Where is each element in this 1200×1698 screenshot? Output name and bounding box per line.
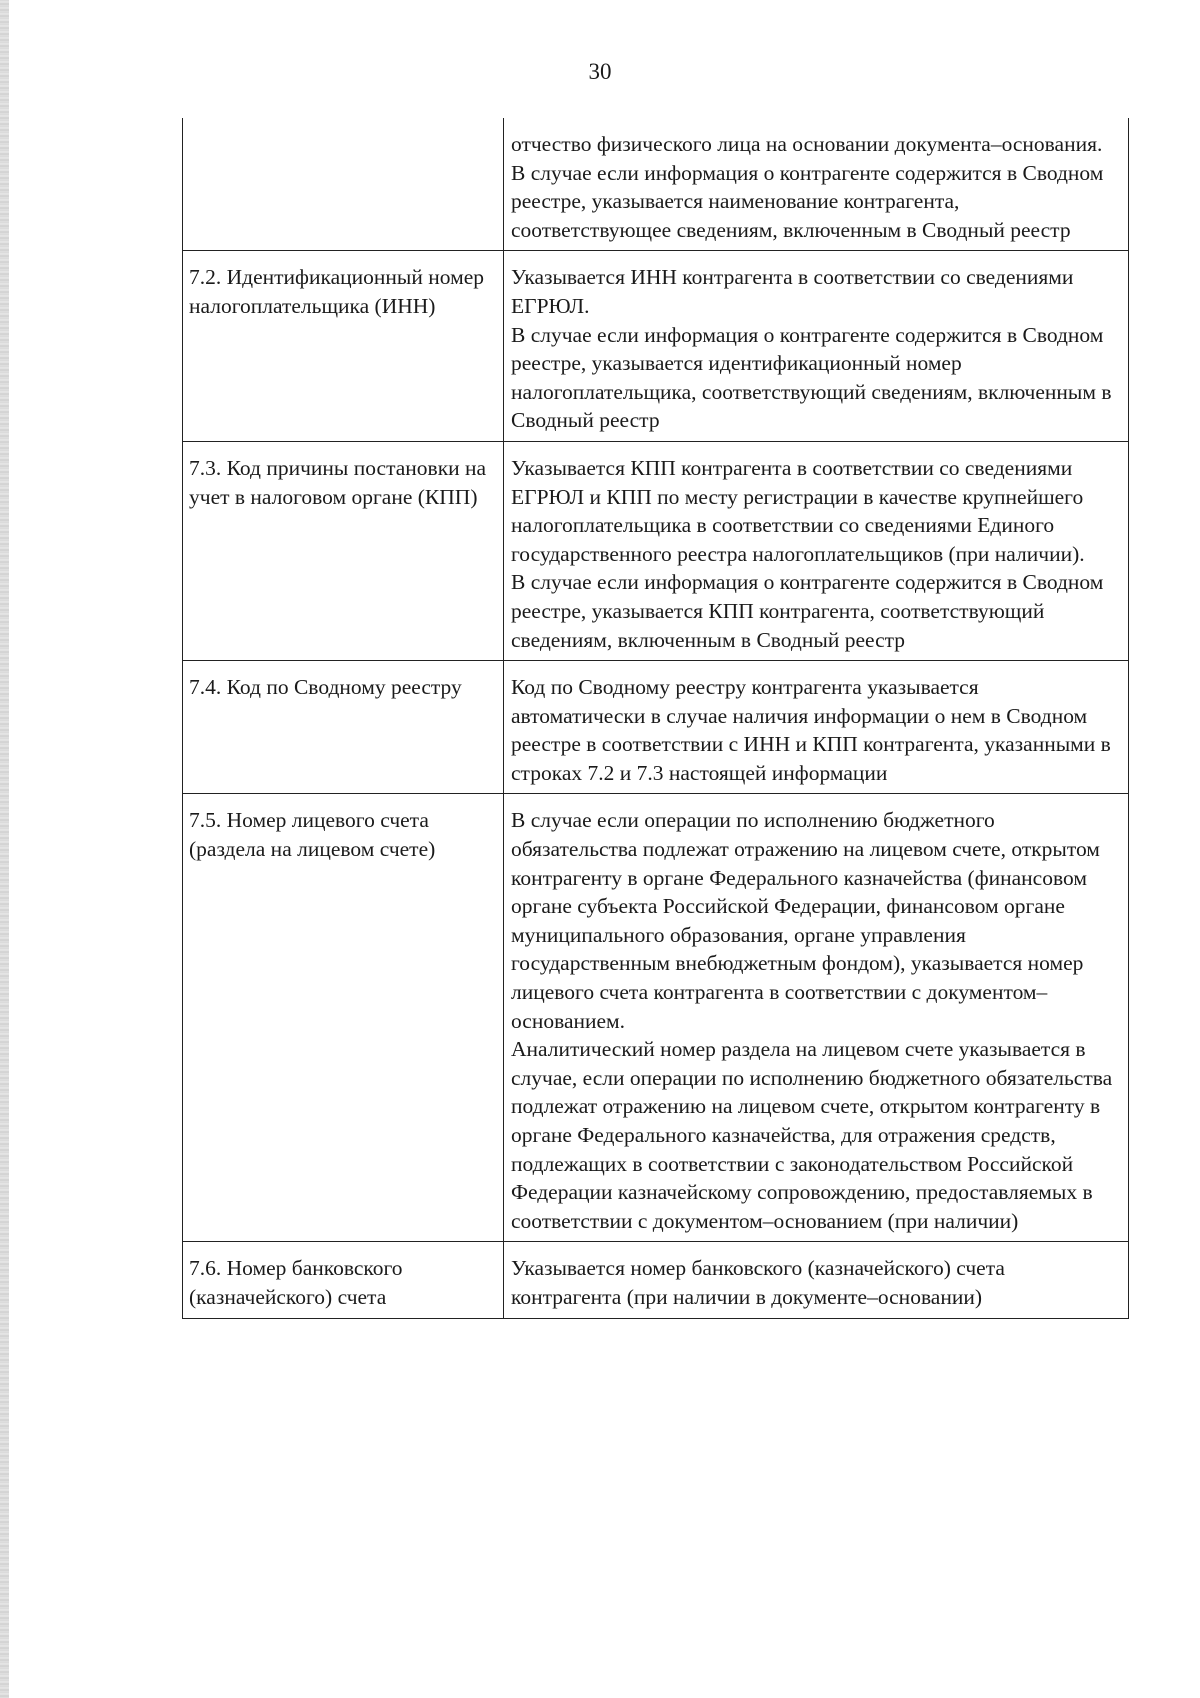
scan-edge <box>0 0 9 1698</box>
description-paragraph: Аналитический номер раздела на лицевом счете указывается в случае, если операции по исполнению бюджетного обязательства подлежат отражению на лицевом счете, открытом контрагенту в органе Федерального казначейства, для отражения средств, подлежащих в соответствии с законодательством Российской Федерации казначейскому сопровождению, предоставляемых в соответствии с документом–основанием (при наличии) <box>511 1037 1113 1233</box>
table-row <box>183 118 1129 251</box>
description-paragraph: В случае если информация о контрагенте содержится в Сводном реестре, указывается КПП контрагента, соответствующий сведениям, включенным в Сводный реестр <box>511 570 1104 652</box>
table-row <box>183 1242 1129 1318</box>
field-name-cell <box>183 118 504 251</box>
description-paragraph: отчество физического лица на основании документа–основания. <box>511 132 1103 156</box>
page-number: 30 <box>588 59 612 84</box>
table-row <box>183 441 1129 660</box>
field-name-cell: 7.4. Код по Сводному реестру <box>183 661 504 794</box>
description-paragraph: Код по Сводному реестру контрагента указывается автоматически в случае наличия информации о нем в Сводном реестре в соответствии с ИНН и КПП контрагента, указанными в строках 7.2 и 7.3 настоящей информации <box>511 675 1111 785</box>
field-description-cell <box>504 661 1129 794</box>
description-paragraph: Указывается ИНН контрагента в соответствии со сведениями ЕГРЮЛ. <box>511 265 1074 318</box>
field-name-cell: 7.5. Номер лицевого счета (раздела на лицевом счете) <box>183 794 504 1242</box>
field-description-cell <box>504 794 1129 1242</box>
description-paragraph: В случае если информация о контрагенте содержится в Сводном реестре, указывается наименование контрагента, соответствующее сведениям, включенным в Сводный реестр <box>511 160 1104 242</box>
description-paragraph: Указывается КПП контрагента в соответствии со сведениями ЕГРЮЛ и КПП по месту регистрации в качестве крупнейшего налогоплательщика в соответствии со сведениями Единого государственного реестра налогоплательщиков (при наличии). <box>511 455 1085 566</box>
field-name-cell: 7.3. Код причины постановки на учет в налоговом органе (КПП) <box>183 441 504 660</box>
field-description-cell <box>504 251 1129 442</box>
field-description-cell <box>504 441 1129 660</box>
requirements-table <box>182 118 1129 1319</box>
description-paragraph: В случае если операции по исполнению бюджетного обязательства подлежат отражению на лицевом счете, открытом контрагенту в органе Федерального казначейства (финансовом органе субъекта Российской Федерации, финансовом органе муниципального образования, органе управления государственным внебюджетным фондом), указывается номер лицевого счета контрагента в соответствии с документом–основанием. <box>511 808 1100 1033</box>
description-paragraph: Указывается номер банковского (казначейского) счета контрагента (при наличии в документе–основании) <box>511 1256 1005 1309</box>
field-description-cell <box>504 1242 1129 1318</box>
table-row <box>183 251 1129 442</box>
field-name-cell: 7.6. Номер банковского (казначейского) счета <box>183 1242 504 1318</box>
field-name-cell: 7.2. Идентификационный номер налогоплательщика (ИНН) <box>183 251 504 442</box>
table-row <box>183 794 1129 1242</box>
field-description-cell <box>504 118 1129 251</box>
table-row <box>183 661 1129 794</box>
description-paragraph: В случае если информация о контрагенте содержится в Сводном реестре, указывается идентификационный номер налогоплательщика, соответствующий сведениям, включенным в Сводный реестр <box>511 322 1112 433</box>
